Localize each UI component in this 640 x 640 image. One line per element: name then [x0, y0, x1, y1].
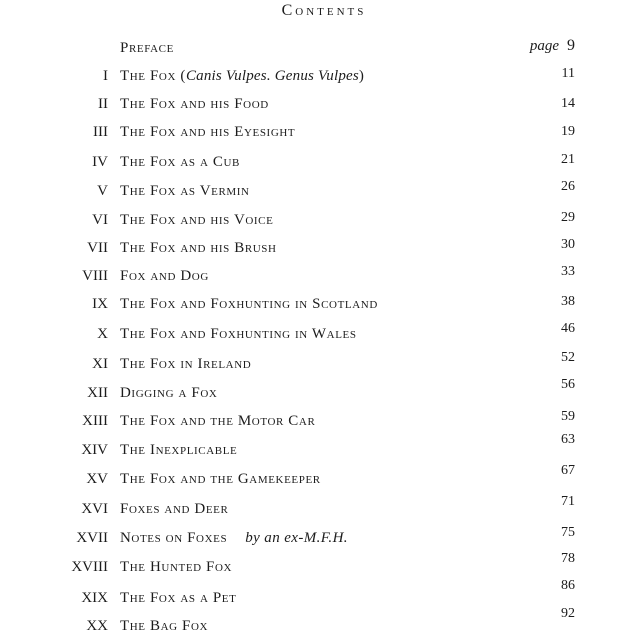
chapter-number: V [97, 183, 108, 199]
toc-page: 21 [561, 152, 575, 167]
chapter-number: XVIII [71, 559, 108, 575]
toc-title: The Fox and Foxhunting in Wales [120, 326, 357, 342]
chapter-number: III [93, 124, 108, 140]
toc-page: 11 [561, 66, 575, 81]
toc-title: The Bag Fox [120, 618, 209, 634]
toc-title: Digging a Fox [120, 385, 218, 401]
toc-row [0, 525, 640, 552]
chapter-number: XIV [81, 442, 108, 458]
toc-row-preface [0, 37, 640, 62]
chapter-number: XX [86, 618, 108, 634]
toc-row [0, 432, 640, 464]
toc-title: The Fox and his Brush [120, 240, 277, 256]
toc-row [0, 350, 640, 378]
toc-title: Preface [120, 40, 174, 56]
toc-page: 14 [561, 96, 575, 111]
toc-title: The Fox and the Motor Car [120, 413, 316, 429]
toc-title: The Fox and his Food [120, 96, 269, 112]
toc-row [0, 96, 640, 118]
chapter-number: XI [92, 356, 108, 372]
toc-row [0, 237, 640, 262]
toc-row [0, 578, 640, 612]
toc-page: 26 [561, 179, 575, 194]
toc-page: 92 [561, 606, 575, 621]
toc-page: 71 [561, 494, 575, 509]
toc-row [0, 179, 640, 205]
toc-row [0, 212, 640, 234]
toc-title: The Fox as a Pet [120, 590, 237, 606]
toc-title: The Fox and his Voice [120, 212, 274, 228]
toc-row [0, 124, 640, 146]
chapter-number: II [98, 96, 108, 112]
toc-title: The Fox as Vermin [120, 183, 250, 199]
toc-title: Foxes and Deer [120, 501, 229, 517]
toc-page: 52 [561, 350, 575, 365]
contents-heading: Contents [281, 2, 367, 19]
chapter-number: XVI [81, 501, 108, 517]
chapter-number: IV [92, 154, 108, 170]
toc-row [0, 409, 640, 435]
chapter-number: IX [92, 296, 108, 312]
chapter-number: I [103, 68, 108, 84]
toc-row [0, 68, 640, 90]
page-word: page [529, 38, 559, 54]
toc-title: The Inexplicable [120, 442, 238, 458]
chapter-number: VI [92, 212, 108, 228]
toc-row [0, 154, 640, 176]
toc-page: 59 [561, 409, 575, 424]
toc-title: Fox and Dog [120, 268, 209, 284]
toc-title: The Fox (Canis Vulpes. Genus Vulpes) [120, 68, 365, 84]
toc-title: The Fox and the Gamekeeper [120, 471, 321, 487]
toc-row [0, 494, 640, 523]
toc-page: 33 [561, 264, 575, 279]
toc-title: The Fox in Ireland [120, 356, 252, 372]
chapter-number: VIII [82, 268, 108, 284]
toc-title: The Hunted Fox [120, 559, 233, 575]
chapter-number: XII [87, 385, 108, 401]
toc-row [0, 264, 640, 290]
toc-row [0, 606, 640, 640]
toc-page: 75 [561, 525, 575, 540]
page-number: 9 [567, 37, 575, 54]
chapter-number: XV [86, 471, 108, 487]
toc-page: 38 [561, 294, 575, 309]
toc-title: The Fox as a Cub [120, 154, 240, 170]
toc-row [0, 321, 640, 348]
toc-page: 46 [561, 321, 575, 336]
toc-page: 19 [561, 124, 575, 139]
chapter-number: XIII [82, 413, 108, 429]
toc-page: 67 [561, 463, 575, 478]
toc-title: The Fox and Foxhunting in Scotland [120, 296, 378, 312]
toc-page: 29 [561, 210, 575, 225]
chapter-number: VII [87, 240, 108, 256]
toc-page: 63 [561, 432, 575, 447]
toc-page: 56 [561, 377, 575, 392]
toc-row [0, 377, 640, 407]
chapter-number: X [97, 326, 108, 342]
chapter-number: XVII [76, 530, 108, 546]
toc-title-italic: Canis Vulpes. Genus Vulpes [185, 68, 359, 84]
toc-title: Notes on Foxes by an ex-M.F.H. [120, 530, 348, 546]
toc-page: 86 [561, 578, 575, 593]
toc-row [0, 463, 640, 493]
toc-page [530, 37, 575, 55]
toc-page: 30 [561, 237, 575, 252]
toc-row [0, 296, 640, 318]
toc-row [0, 551, 640, 581]
toc-title: The Fox and his Eyesight [120, 124, 296, 140]
toc-page: 78 [561, 551, 575, 566]
byline: by an ex-M.F.H. [245, 530, 348, 546]
chapter-number: XIX [81, 590, 108, 606]
